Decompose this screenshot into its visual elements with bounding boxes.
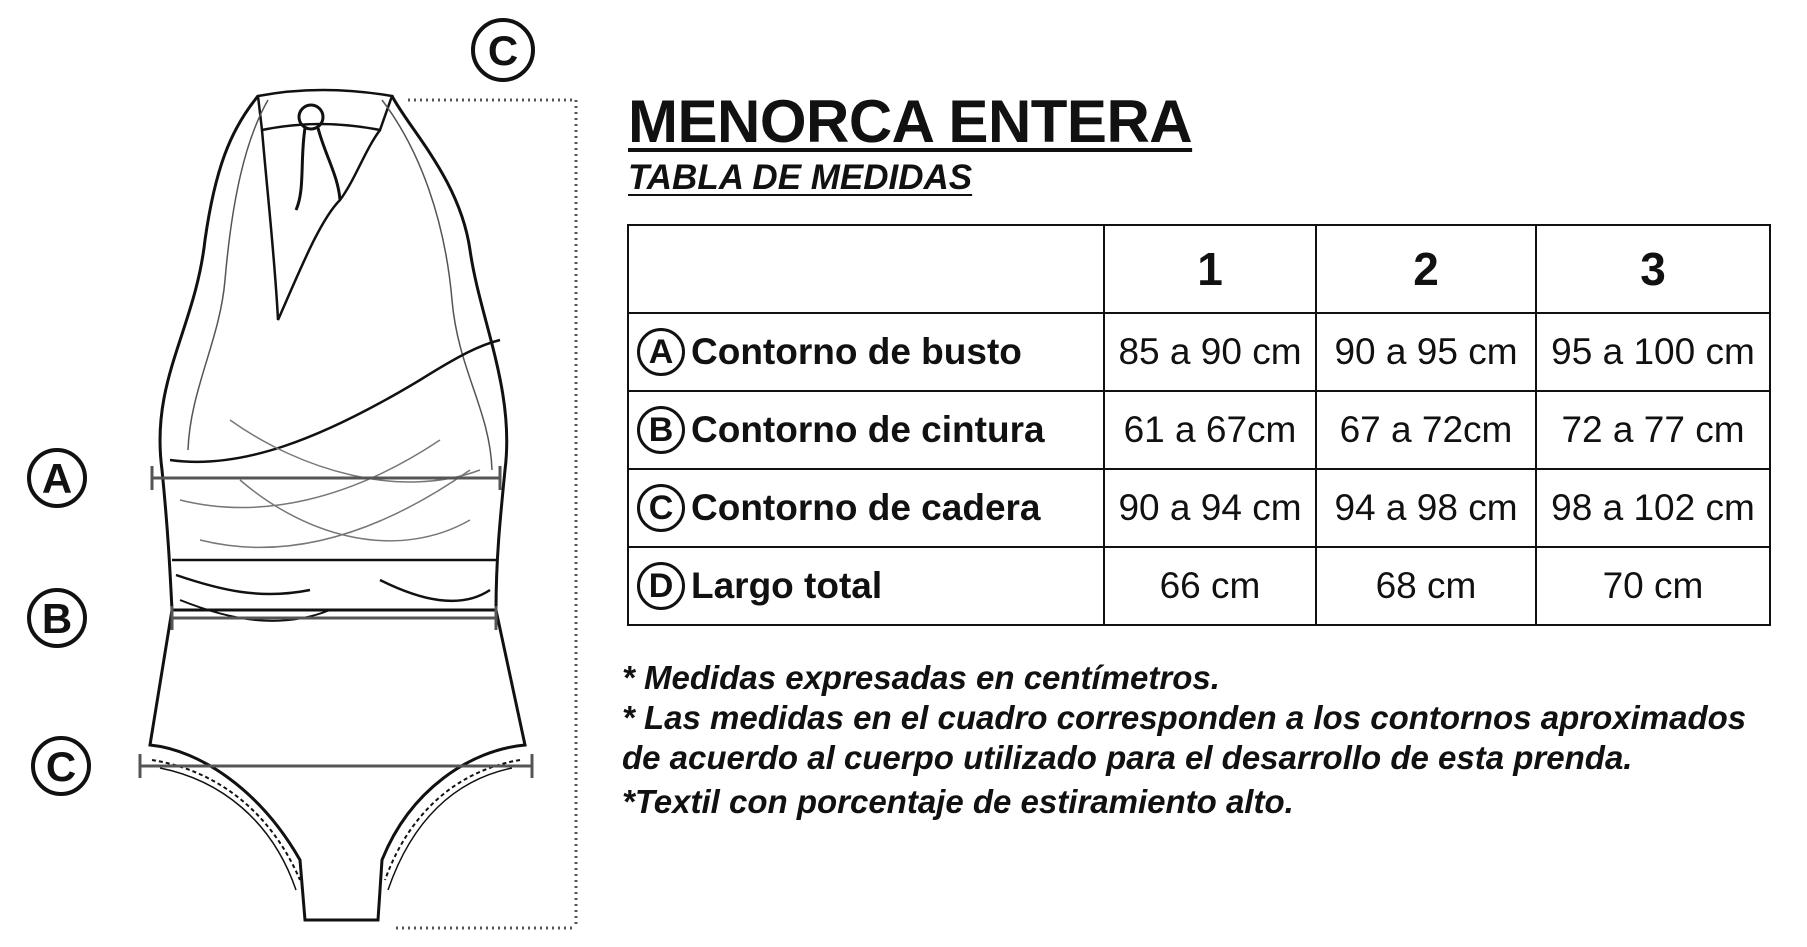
- badge-a: A: [637, 328, 685, 376]
- row-label-largo: [628, 547, 1104, 625]
- table-cell: 85 a 90 cm: [1104, 313, 1316, 391]
- marker-a-label: A: [41, 455, 73, 502]
- waist-band: [172, 560, 496, 610]
- marker-top-c: [473, 20, 533, 80]
- neck-strap: [258, 90, 392, 130]
- table-cell: 98 a 102 cm: [1536, 469, 1770, 547]
- marker-c: [33, 738, 89, 794]
- neck-ring: [299, 105, 323, 129]
- table-cell: 70 cm: [1536, 547, 1770, 625]
- badge-d: D: [637, 562, 685, 610]
- size-table: [627, 224, 1771, 626]
- v-neckline: [262, 130, 380, 320]
- table-cell: 66 cm: [1104, 547, 1316, 625]
- note-units: * Medidas expresadas en centímetros.: [622, 659, 1220, 696]
- marker-a: [29, 450, 85, 506]
- marker-b-label: B: [41, 595, 73, 642]
- table-cell: 90 a 95 cm: [1316, 313, 1536, 391]
- drape-left: [170, 340, 500, 462]
- row-label-text: Contorno de busto: [691, 331, 1022, 372]
- page-subtitle: TABLA DE MEDIDAS: [628, 158, 973, 197]
- table-cell: 68 cm: [1316, 547, 1536, 625]
- table-header-empty: [628, 225, 1104, 313]
- table-row: [628, 547, 1770, 625]
- size-header-2: 2: [1316, 225, 1536, 313]
- page-title: MENORCA ENTERA: [628, 88, 1193, 155]
- table-row: [628, 391, 1770, 469]
- row-label-text: Contorno de cadera: [691, 487, 1041, 528]
- row-label-text: Contorno de cintura: [691, 409, 1045, 450]
- row-label-cintura: [628, 391, 1104, 469]
- table-cell: 61 a 67cm: [1104, 391, 1316, 469]
- size-header-3: 3: [1536, 225, 1770, 313]
- marker-top-c-label: C: [487, 27, 519, 74]
- note-stretch: *Textil con porcentaje de estiramiento alto.: [622, 783, 1294, 820]
- table-cell: 95 a 100 cm: [1536, 313, 1770, 391]
- swimsuit-sketch: [0, 0, 600, 947]
- row-label-text: Largo total: [691, 565, 883, 606]
- table-row: [628, 469, 1770, 547]
- note-contours: * Las medidas en el cuadro corresponden a los contornos aproximados de acuerdo al cuerpo utilizado para el desarrollo de esta prenda.: [622, 699, 1747, 776]
- marker-c-label: C: [45, 743, 77, 790]
- table-row: [628, 313, 1770, 391]
- size-header-1: 1: [1104, 225, 1316, 313]
- row-label-cadera: [628, 469, 1104, 547]
- table-header-row: [628, 225, 1770, 313]
- table-cell: 94 a 98 cm: [1316, 469, 1536, 547]
- table-cell: 72 a 77 cm: [1536, 391, 1770, 469]
- badge-c: C: [637, 484, 685, 532]
- table-cell: 90 a 94 cm: [1104, 469, 1316, 547]
- notes: [622, 658, 1782, 822]
- table-cell: 67 a 72cm: [1316, 391, 1536, 469]
- badge-b: B: [637, 406, 685, 454]
- marker-b: [29, 590, 85, 646]
- row-label-busto: [628, 313, 1104, 391]
